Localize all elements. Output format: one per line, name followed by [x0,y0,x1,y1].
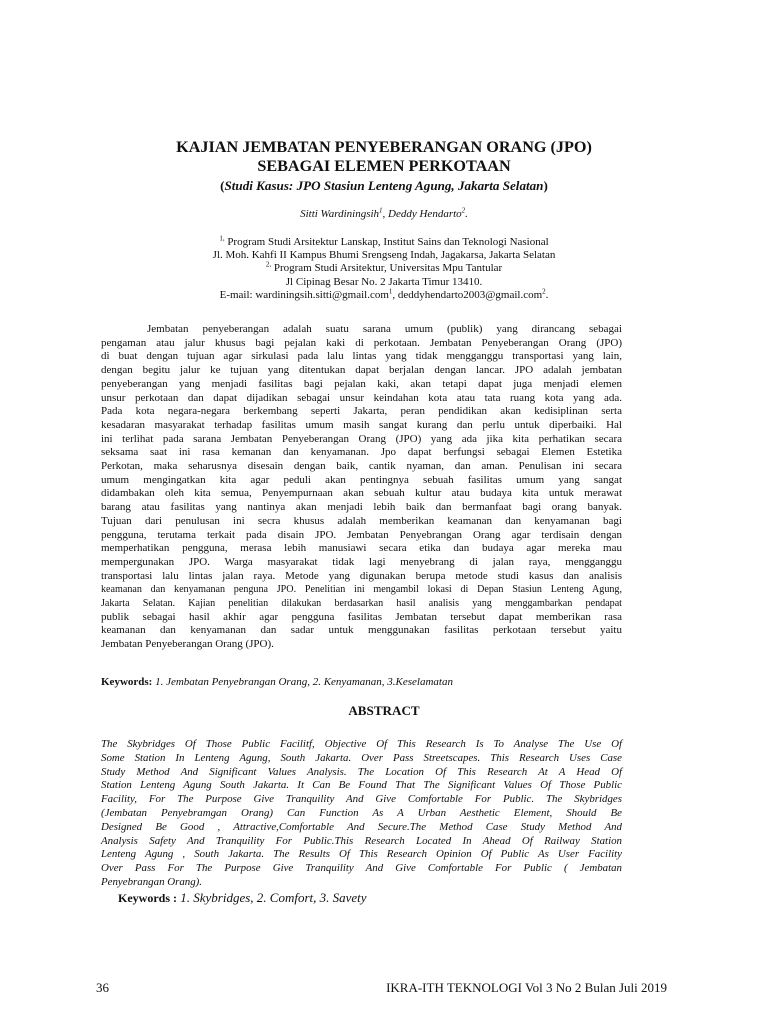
author-1: Sitti Wardiningsih [300,208,380,220]
abstract-english [101,738,622,890]
text-line: didambakan oleh kita semua, Penyempurnaan akan sebuah kultur atau budaya kita untuk merawat [101,487,622,500]
title-line-2: SEBAGAI ELEMEN PERKOTAAN [257,157,511,175]
abstract-heading: ABSTRACT [348,703,420,718]
author-list [100,207,668,221]
text-line: Station Lenteng Agung South Jakarta. It Can Be Found That The Significant Values Of Those Public [101,779,622,792]
author-2-mark: 2 [461,206,466,215]
author-end: . [465,208,468,220]
text-line: pengguna, terutama terkait pada disain JPO. Jembatan Penyebrangan Orang agar terdisain dengan [101,528,622,541]
affiliation-mark-1: 1, [219,234,225,243]
text-line: Tujuan dari penulusan ini secra khusus adalah memberikan keamanan dan kenyamanan bagi [101,514,622,527]
text-line: Study Method And Significant Values Analysis. The Location Of This Research At A Head Of [101,765,622,778]
affiliations [100,236,668,302]
paper-subtitle [100,178,668,194]
affiliation-1-text: Program Studi Arsitektur Lanskap, Institut Sains dan Teknologi Nasional [224,236,549,248]
text-line: seksama saat ini rasa kemanan dan kenyamanan. Jpo dapat berfungsi sebagai Elemen Estetika [101,446,622,459]
text-line: (Jembatan Penyebramgan Orang) Can Function As A Urban Aesthetic Element, Should Be [101,806,622,819]
text-line: kesadaran masyarakat terhadap fasilitas umum masih sangat kurang dan perlu untuk diperbaiki. Hal [101,418,622,431]
text-line: barang atau fasilitas yang nantinya akan menjadi lebih baik dan bermanfaat bagi orang banyak. [101,501,622,514]
affiliation-line-2: Jl. Moh. Kahfi II Kampus Bhumi Srengseng Indah, Jagakarsa, Jakarta Selatan [212,249,556,262]
paper-title [100,138,668,176]
text-line: transportasi lalu lintas jalan raya. Metode yang digunakan berupa metode studi kasus dan analisis [101,569,622,582]
keywords-items: 1. Jembatan Penyebrangan Orang, 2. Kenyamanan, 3.Keselamatan [152,676,453,688]
subtitle-open-paren: ( [220,178,225,193]
text-line: keamanan dan kenyamanan dan sadar untuk menggunakan fasilitas perkotaan tersebut yaitu [101,624,622,637]
page-number: 36 [96,980,109,995]
text-line: keamanan dan kenyamanan penguna JPO. Penelitian ini mengambil lokasi di Depan Stasiun Lenteng Agung, [101,584,622,596]
keywords-label-en: Keywords : [118,891,177,905]
email-mark-1: 1 [388,287,393,296]
text-line: unsur perkotaan dan dapat dijadikan sebagai unsur keindahan kota atau tata ruang kota yang ada. [101,391,622,404]
keywords-english [118,890,367,906]
text-line: ini terlihat pada sarana Jembatan Penyeberangan Orang (JPO) yang ada jika kita perhatikan secara [101,432,622,445]
text-line: Lenteng Agung , South Jakarta. The Results Of This Research Opinion Of Public As User Facility [101,848,622,861]
text-line: Penyebrangan Orang). [101,875,203,888]
text-line: Designed Be Good , Attractive,Comfortable And Secure.The Method Case Study Method And [101,820,622,833]
text-line: Jakarta Selatan. Kajian penelitian dilakukan berdasarkan hasil analisis yang menggambarkan pendapat [101,598,622,610]
affiliation-mark-2: 2, [265,260,272,269]
text-line: The Skybridges Of Those Public Facilitf, Objective Of This Research Is To Analyse The Use Of [101,738,622,750]
email-line [100,289,668,302]
author-2: Deddy Hendarto [388,208,462,220]
text-line: Analysis Safety And Tranquility For Public.This Research Located In Ahead Of Railway Station [101,834,622,847]
text-line: Facility, For The Purpose Give Tranquility And Give Comfortable For Public. The Skybridges [101,793,622,806]
text-line: memperhatikan pengguna, merasa lebih manusiawi secara etika dan budaya agar mereka mau [101,542,622,555]
email-end: . [545,288,549,301]
author-1-mark: 1 [379,206,383,215]
text-line: pengaman atau jalur khusus bagi pejalan kaki di perkotaan. Jembatan Penyeberangan Orang (JPO) [101,336,622,349]
text-line: Jembatan Penyeberangan Orang (JPO). [101,638,274,651]
affiliation-line-1 [100,236,668,249]
journal-footer: IKRA-ITH TEKNOLOGI Vol 3 No 2 Bulan Juli 2019 [386,980,667,995]
text-line: Some Station In Lenteng Agung, South Jakarta. Over Pass Streetscapes. This Research Uses Case [101,751,622,764]
text-line: penyeberangan yang menjadi fasilitas bagi pejalan kaki, akan tetapi dapat juga menjadi elemen [101,377,622,390]
subtitle-text: Studi Kasus: JPO Stasiun Lenteng Agung, Jakarta Selatan [224,178,544,193]
text-line: Pada kota negara-negara berkembang seperti Jakarta, peran pendidikan akan kedisiplinan serta [101,405,622,418]
text-line: publik sebagai hasil akhir agar pengguna fasilitas Jembatan tersebut dapat memberikan rasa [101,610,622,623]
abstract-indonesian [101,323,622,652]
email-2: , deddyhendarto2003@gmail.com [392,288,543,301]
affiliation-line-4: Jl Cipinag Besar No. 2 Jakarta Timur 13410. [285,275,483,288]
text-line: Perkotan, maka seharusnya disesain dengan baik, cantik nyaman, dan aman. Penulisan ini secara [101,460,622,473]
text-line: dengan begitu jalur ke tujuan yang ditentukan dapat berjalan dengan lancar. JPO adalah jembatan [101,364,622,377]
text-line: di buat dengan tujuan agar sirkulasi pada lalu lintas yang tidak mengganggu transportasi yang lain, [101,350,622,363]
text-line: Jembatan penyeberangan adalah suatu sarana umum (publik) yang dirancang sebagai [147,323,622,335]
text-line: umum mengingatkan kita agar peduli akan pentingnya sebuah fasilitas umum yang sangat [101,473,622,486]
affiliation-2-text: Program Studi Arsitektur, Universitas Mpu Tantular [271,262,503,275]
author-separator: , [382,208,389,220]
text-line: mempergunakan JPO. Warga masyarakat tidak lagi menyebrang di jalan raya, mengganggu [101,555,622,568]
keywords-indonesian [101,675,453,689]
keywords-label: Keywords: [101,676,153,688]
email-mark-2: 2 [542,287,546,296]
affiliation-line-3 [100,262,668,275]
text-line: Over Pass For The Purpose Give Tranquility And Give Comfortable For Public ( Jembatan [101,862,622,875]
title-line-1: KAJIAN JEMBATAN PENYEBERANGAN ORANG (JPO) [176,138,592,156]
email-1: E-mail: wardiningsih.sitti@gmail.com [219,288,389,301]
keywords-items-en: 1. Skybridges, 2. Comfort, 3. Savety [177,890,367,905]
subtitle-close-paren: ) [543,178,548,193]
